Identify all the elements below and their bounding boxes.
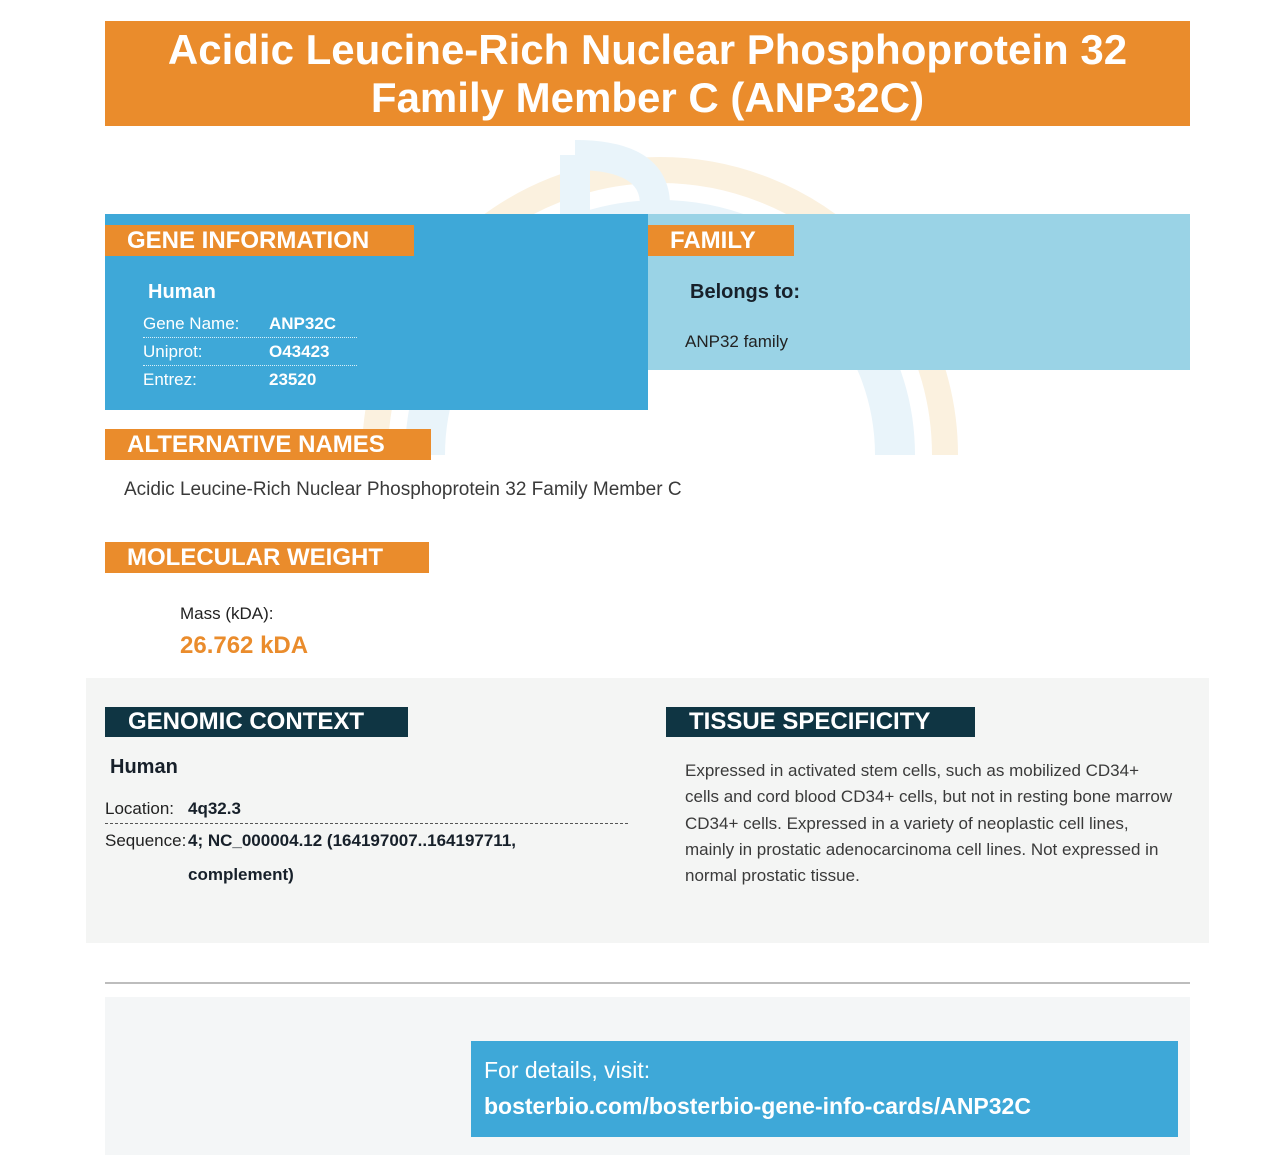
section-divider <box>105 982 1190 984</box>
gene-name-label: Gene Name: <box>143 313 240 333</box>
genomic-context-species: Human <box>110 756 178 778</box>
mass-value: 26.762 kDA <box>180 632 309 659</box>
family-belongs-label: Belongs to: <box>690 281 800 303</box>
sequence-label: Sequence: <box>105 831 187 850</box>
mass-label: Mass (kDA): <box>180 604 274 623</box>
visit-details-box <box>471 1041 1178 1137</box>
uniprot-row <box>143 338 357 366</box>
sequence-value-line1: 4; NC_000004.12 (164197007..164197711, <box>188 831 517 850</box>
gene-name-row <box>143 310 357 338</box>
alternative-names-value: Acidic Leucine-Rich Nuclear Phosphoprotein 32 Family Member C <box>124 479 682 500</box>
entrez-value: 23520 <box>269 369 317 389</box>
entrez-label: Entrez: <box>143 369 197 389</box>
entrez-row <box>143 366 357 393</box>
gene-information-table <box>143 310 357 393</box>
family-value: ANP32 family <box>685 332 788 351</box>
tissue-specificity-header: TISSUE SPECIFICITY <box>666 707 975 737</box>
gene-name-value: ANP32C <box>269 313 337 333</box>
sequence-row <box>105 830 628 886</box>
family-header: FAMILY <box>648 225 794 256</box>
location-row <box>105 795 628 824</box>
gene-information-header: GENE INFORMATION <box>105 225 414 256</box>
genomic-context-header: GENOMIC CONTEXT <box>105 707 408 737</box>
location-value: 4q32.3 <box>188 799 241 818</box>
location-label: Location: <box>105 799 174 818</box>
gene-information-species: Human <box>148 281 216 303</box>
tissue-specificity-text: Expressed in activated stem cells, such as mobilized CD34+ cells and cord blood CD34+ cells, but not in resting bone marrow CD34+ cells. Expressed in a variety of neoplastic cell lines, mainly in prostatic adenocarcinoma cell lines. Not expressed in normal prostatic tissue. <box>685 761 1173 886</box>
sequence-value-line2: complement) <box>188 865 294 884</box>
visit-label: For details, visit: <box>484 1057 651 1083</box>
alternative-names-header: ALTERNATIVE NAMES <box>105 429 431 460</box>
sequence-value <box>188 830 516 886</box>
molecular-weight-header: MOLECULAR WEIGHT <box>105 542 429 573</box>
visit-url-link[interactable]: bosterbio.com/bosterbio-gene-info-cards/ANP32C <box>484 1093 1031 1119</box>
uniprot-label: Uniprot: <box>143 341 203 361</box>
uniprot-value: O43423 <box>269 341 330 361</box>
page-title: Acidic Leucine-Rich Nuclear Phosphoprotein 32 Family Member C (ANP32C) <box>105 21 1190 126</box>
